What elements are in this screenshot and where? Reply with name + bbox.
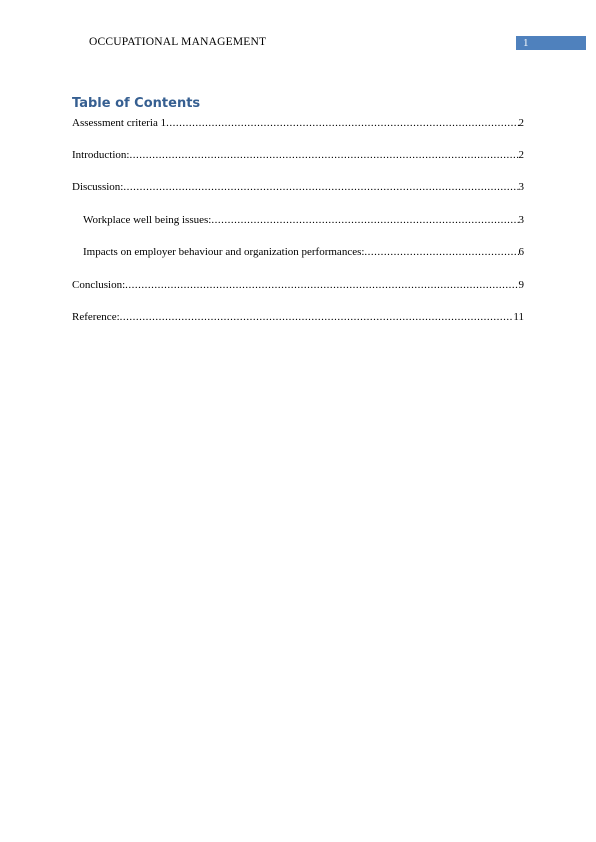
toc-dot-leader	[211, 213, 518, 227]
toc-entry-page: 6	[518, 246, 524, 258]
toc-entry-label: Reference:	[72, 311, 120, 323]
toc-entry-page: 11	[513, 311, 524, 323]
toc-dot-leader	[123, 180, 518, 194]
toc-dot-leader	[125, 278, 518, 292]
page-number-badge	[516, 36, 586, 50]
toc-entry-discussion[interactable]	[72, 180, 524, 194]
toc-entry-label: Discussion:	[72, 181, 124, 193]
toc-entry-page: 3	[518, 181, 524, 193]
toc-entry-assessment-criteria[interactable]	[72, 116, 524, 130]
toc-entry-page: 2	[518, 149, 524, 161]
toc-entry-page: 3	[518, 214, 524, 226]
toc-entry-page: 9	[518, 279, 524, 291]
toc-entry-workplace-well-being[interactable]	[83, 213, 524, 227]
toc-entry-conclusion[interactable]	[72, 278, 524, 292]
toc-entry-label: Conclusion:	[72, 279, 126, 291]
toc-dot-leader	[120, 310, 514, 324]
toc-entry-page: 2	[518, 117, 524, 129]
toc-entry-label: Introduction:	[72, 149, 130, 161]
header-title: OCCUPATIONAL MANAGEMENT	[89, 36, 267, 48]
toc-entry-label: Assessment criteria 1	[72, 117, 167, 129]
toc-entry-impacts-on-employer[interactable]	[83, 245, 524, 259]
toc-heading: Table of Contents	[72, 96, 201, 111]
toc-dot-leader	[364, 245, 518, 259]
toc-entry-label: Impacts on employer behaviour and organization performances:	[83, 246, 365, 258]
toc-dot-leader	[166, 116, 518, 130]
table-of-contents	[72, 0, 524, 842]
toc-entry-introduction[interactable]	[72, 148, 524, 162]
toc-dot-leader	[129, 148, 518, 162]
page-number: 1	[523, 37, 529, 49]
toc-entry-label: Workplace well being issues:	[83, 214, 212, 226]
toc-entry-reference[interactable]	[72, 310, 524, 324]
